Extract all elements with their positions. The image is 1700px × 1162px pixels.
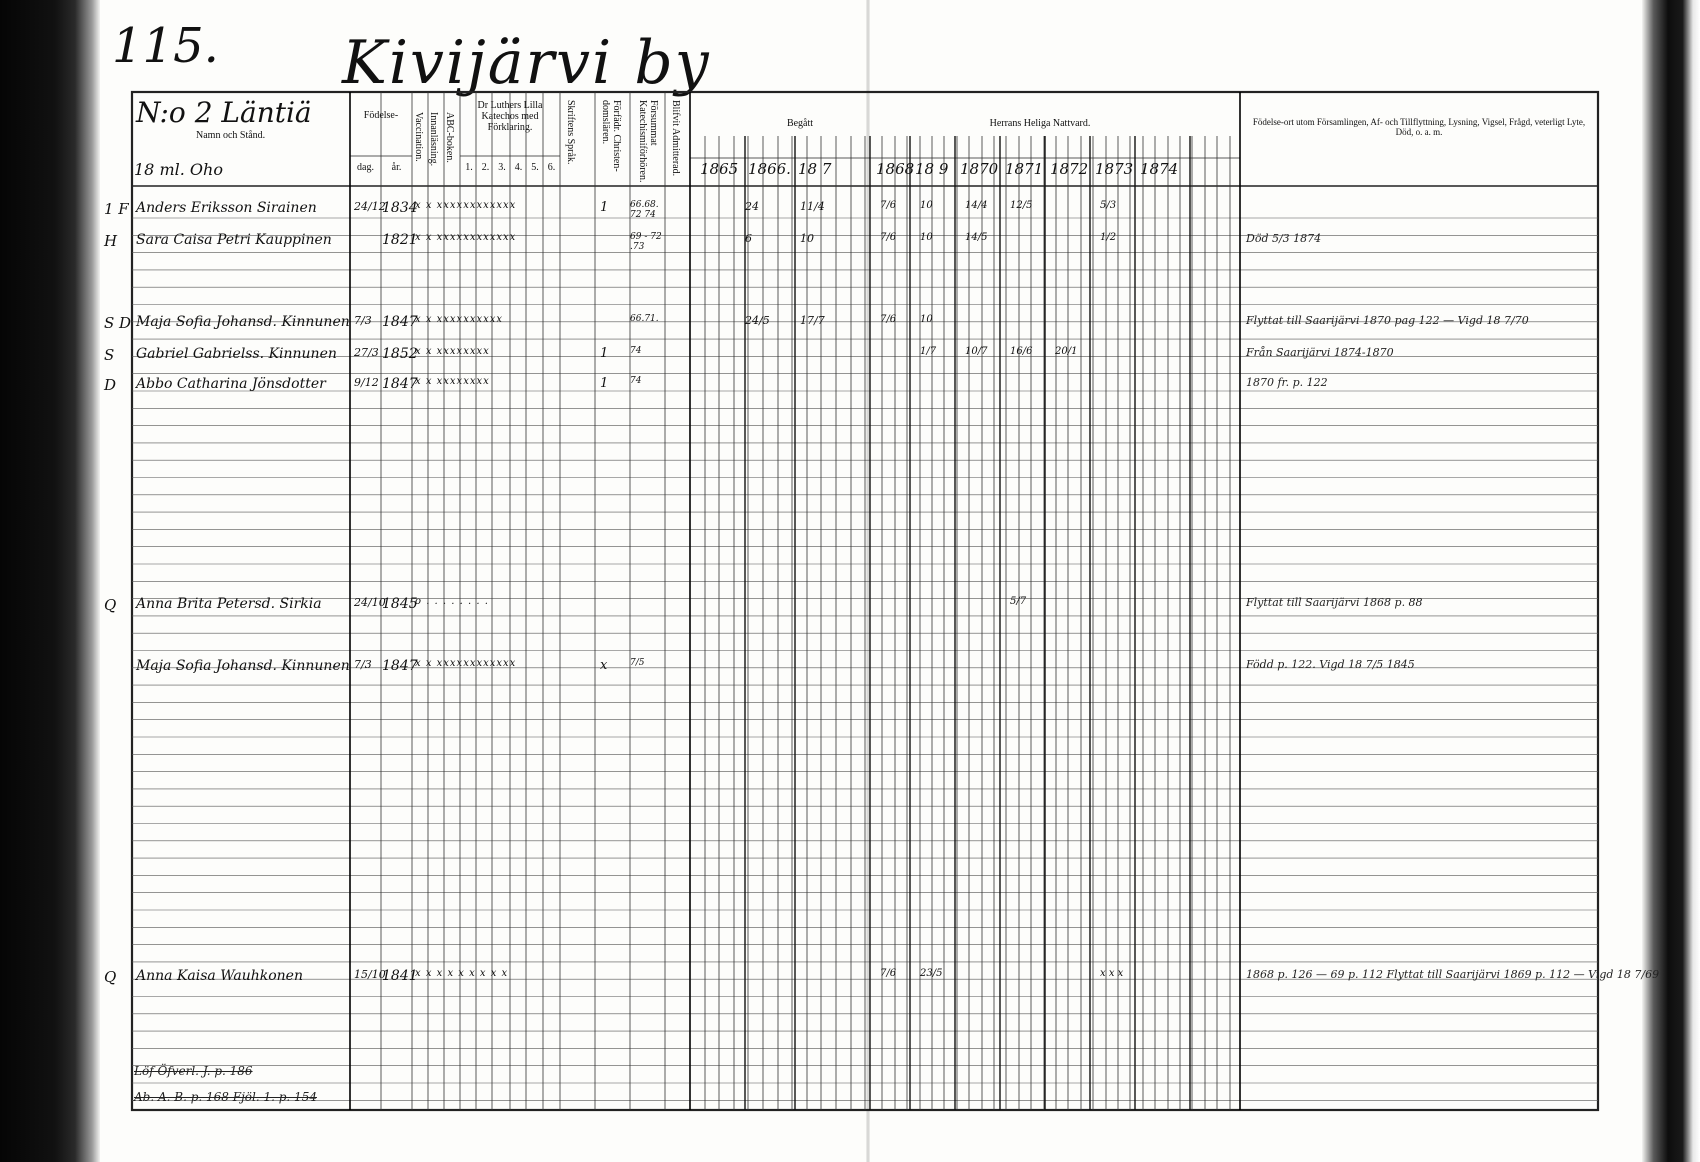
progress-marks: x x xxxxxxxx	[415, 376, 490, 387]
communion-1867: 17/7	[800, 314, 825, 327]
christian-teaching-header: Förfädr. Christen-domslären.	[600, 100, 622, 172]
name-column-header: Namn och Stånd.	[196, 130, 266, 141]
communion-1873: 1/2	[1100, 232, 1117, 243]
admitted-header: Blifvit Admitterad.	[670, 100, 681, 177]
catechism-part: 1.	[465, 162, 473, 173]
village-name: Kivijärvi by	[342, 28, 711, 98]
communion-1869: 23/5	[920, 968, 943, 979]
communion-1871: 12/5	[1010, 200, 1033, 211]
birth-day: 15/10	[354, 968, 386, 981]
communion-1870: 14/5	[965, 232, 988, 243]
progress-marks: x x x x x x x x x	[415, 968, 509, 979]
confirmation-years: 74	[630, 376, 642, 386]
birth-year: 1847	[382, 314, 418, 330]
communion-1870: 14/4	[965, 200, 988, 211]
catechism-header: Dr Luthers Lilla Katechos med Förklaring.	[477, 100, 543, 133]
communion-1868: 7/6	[880, 232, 897, 243]
progress-marks: x x xxxxxxxx	[415, 346, 490, 357]
abc-book-header: ABC-boken.	[444, 112, 455, 163]
year-header: 1870	[960, 160, 999, 178]
person-name: Anna Brita Petersd. Sirkia	[136, 596, 322, 612]
birth-year: 1847	[382, 658, 418, 674]
communion-1869: 10	[920, 200, 933, 211]
confirmation-years: 66.71.	[630, 314, 659, 324]
communion-attended-header: Begått	[786, 118, 814, 129]
person-name: Sara Caisa Petri Kauppinen	[136, 232, 332, 248]
communion-1869: 1/7	[920, 346, 937, 357]
progress-marks: x x xxxxxxxxxxxx	[415, 232, 517, 243]
communion-1865: 24/5	[745, 314, 770, 327]
catechism-part: 4.	[514, 162, 523, 173]
confirmation-header: Försummat Katechismiförhören.	[637, 100, 659, 183]
year-header: 1874	[1140, 160, 1179, 178]
footer-note-1: Löf Öfverl. J. p. 186	[134, 1064, 253, 1078]
progress-marks: x x xxxxxxxxxx	[415, 314, 504, 325]
remarks-note: Från Saarijärvi 1874-1870	[1246, 346, 1394, 359]
remarks-note: 1868 p. 126 — 69 p. 112 Flyttat till Saarijärvi 1869 p. 112 — Vigd 18 7/69	[1246, 968, 1660, 981]
year-header: 1872	[1050, 160, 1089, 178]
row-margin-mark: S	[104, 346, 115, 364]
birth-day: 7/3	[354, 314, 372, 327]
remarks-note: Född p. 122. Vigd 18 7/5 1845	[1246, 658, 1415, 671]
vaccination-header: Vaccination.	[413, 112, 424, 162]
year-header: 1865	[700, 160, 739, 178]
birth-year: 1834	[382, 200, 418, 216]
communion-1871: 16/6	[1010, 346, 1033, 357]
confirmation-years: 66.68. 72 74	[630, 200, 659, 220]
birth-year: 1845	[382, 596, 418, 612]
confirmation-years: 69 - 72 .73	[630, 232, 662, 252]
person-name: Gabriel Gabrielss. Kinnunen	[136, 346, 337, 362]
person-name: Abbo Catharina Jönsdotter	[136, 376, 326, 392]
communion-1869: 10	[920, 314, 933, 325]
reading-header: Innanläsning.	[428, 112, 439, 167]
year-header: 1868	[876, 160, 915, 178]
row-margin-mark: H	[104, 232, 118, 250]
catechism-part: 3.	[498, 162, 506, 173]
communion-1869: 10	[920, 232, 933, 243]
remarks-note: Flyttat till Saarijärvi 1868 p. 88	[1246, 596, 1423, 609]
birth-year: 1852	[382, 346, 418, 362]
year-header: 1873	[1095, 160, 1134, 178]
communion-1865: 24	[745, 200, 759, 213]
admitted-mark: 1	[600, 346, 609, 361]
birth-year: 1841	[382, 968, 418, 984]
communion-1870: 10/7	[965, 346, 988, 357]
birth-year-header: år.	[391, 162, 402, 173]
remarks-note: 1870 fr. p. 122	[1246, 376, 1328, 389]
birth-header: Födelse-	[363, 110, 399, 121]
scripture-header: Skriftens Språk.	[565, 100, 576, 165]
row-margin-mark: Q	[104, 596, 117, 614]
person-name: Maja Sofia Johansd. Kinnunen	[136, 658, 350, 674]
communion-1868: 7/6	[880, 314, 897, 325]
row-margin-mark: Q	[104, 968, 117, 986]
communion-1865: 6	[745, 232, 752, 245]
birth-day-header: dag.	[357, 162, 374, 173]
admitted-mark: 1	[600, 376, 609, 391]
year-header: 1866.	[748, 160, 791, 178]
communion-1873: 5/3	[1100, 200, 1117, 211]
person-name: Anders Eriksson Sirainen	[136, 200, 317, 216]
progress-marks: x x xxxxxxxxxxxx	[415, 658, 517, 669]
row-margin-mark: 1 F	[104, 200, 129, 218]
farm-number: N:o 2 Läntiä	[136, 96, 312, 129]
communion-1872: 20/1	[1055, 346, 1078, 357]
birth-day: 9/12	[354, 376, 379, 389]
footer-note-2: Ab. A. B. p. 168 Fjöl. 1. p. 154	[134, 1090, 317, 1104]
catechism-part: 5.	[531, 162, 539, 173]
communion-1867: 10	[800, 232, 814, 245]
catechism-part: 2.	[481, 162, 490, 173]
remarks-note: Flyttat till Saarijärvi 1870 pag 122 — Vigd 18 7/70	[1246, 314, 1529, 327]
catechism-part: 6.	[547, 162, 556, 173]
year-header: 18 7	[798, 160, 832, 178]
birth-year: 1821	[382, 232, 418, 248]
remarks-header: Födelse-ort utom Församlingen, Af- och Tillflyttning, Lysning, Vigsel, Frågd, veterligt Lyte, Död, o. a. m.	[1252, 117, 1586, 137]
born-label: 18 ml. Oho	[134, 160, 223, 179]
row-margin-mark: S D	[104, 314, 132, 332]
birth-day: 7/3	[354, 658, 372, 671]
communion-1868: 7/6	[880, 200, 897, 211]
birth-day: 24/12	[354, 200, 386, 213]
progress-marks: o . . . . . . . .	[415, 596, 489, 607]
birth-day: 27/3	[354, 346, 379, 359]
person-name: Anna Kaisa Wauhkonen	[136, 968, 303, 984]
communion-1867: 11/4	[800, 200, 825, 213]
year-header: 1871	[1005, 160, 1044, 178]
birth-year: 1847	[382, 376, 418, 392]
year-header: 18 9	[915, 160, 949, 178]
holy-communion-header: Herrans Heliga Nattvard.	[989, 118, 1091, 129]
admitted-mark: 1	[600, 200, 609, 215]
confirmation-years: 74	[630, 346, 642, 356]
page-number: 115.	[112, 18, 219, 74]
communion-1871: 5/7	[1010, 596, 1027, 607]
communion-1868: 7/6	[880, 968, 897, 979]
admitted-mark: x	[600, 658, 608, 673]
communion-1873: x x x	[1100, 968, 1124, 979]
remarks-note: Död 5/3 1874	[1246, 232, 1322, 245]
birth-day: 24/10	[354, 596, 386, 609]
person-name: Maja Sofia Johansd. Kinnunen	[136, 314, 350, 330]
row-margin-mark: D	[104, 376, 117, 394]
confirmation-years: 7/5	[630, 658, 645, 668]
progress-marks: x x xxxxxxxxxxxx	[415, 200, 517, 211]
